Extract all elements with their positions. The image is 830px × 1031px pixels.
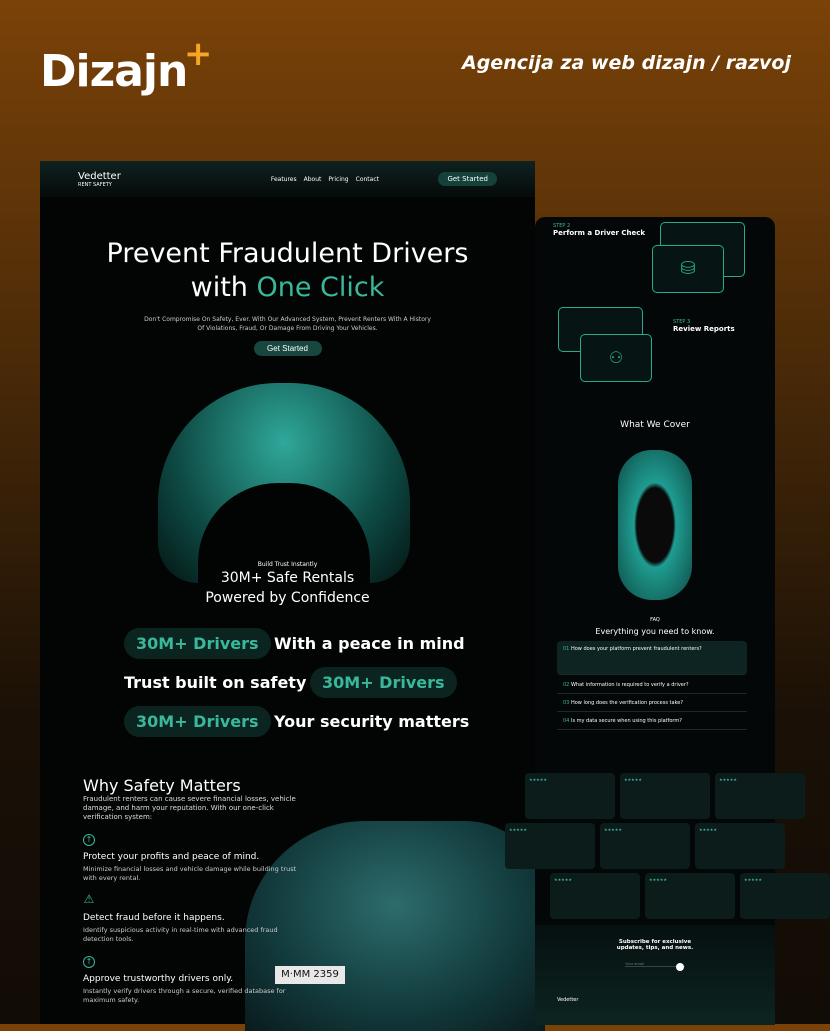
feature-item bbox=[83, 956, 303, 1005]
trust-block bbox=[40, 561, 535, 608]
stat-text: With a peace in mind bbox=[274, 634, 465, 653]
hero-car-image bbox=[158, 383, 410, 583]
send-button[interactable] bbox=[676, 963, 684, 971]
faq-item[interactable] bbox=[557, 713, 747, 730]
nav-features[interactable]: Features bbox=[270, 175, 297, 183]
hero-get-started-button[interactable]: Get Started bbox=[254, 341, 322, 356]
top-view-car-image bbox=[618, 450, 692, 600]
faq-title: Everything you need to know. bbox=[595, 627, 715, 636]
faq-question: Is my data secure when using this platform? bbox=[570, 718, 682, 724]
review-card: ★★★★★ bbox=[645, 873, 735, 919]
review-card: ★★★★★ bbox=[715, 773, 805, 819]
faq-num: 04 bbox=[563, 718, 570, 724]
stat-pill: 30M+ Drivers bbox=[124, 628, 271, 659]
database-icon: ⛁ bbox=[652, 245, 724, 293]
faq-question: How does your platform prevent fraudulent renters? bbox=[570, 646, 702, 652]
what-we-cover-title: What We Cover bbox=[620, 420, 690, 430]
users-report-icon: ⚇ bbox=[580, 334, 652, 382]
site-logo-sub: RENT SAFETY bbox=[78, 181, 112, 188]
trust-line1: 30M+ Safe Rentals bbox=[220, 570, 355, 586]
faq-item[interactable] bbox=[557, 641, 747, 675]
arrow-up-circle-icon: ↑ bbox=[83, 834, 95, 846]
feature-title: Protect your profits and peace of mind. bbox=[83, 852, 260, 862]
review-card: ★★★★★ bbox=[600, 823, 690, 869]
feature-desc: Minimize financial losses and vehicle damage while building trust with every rental. bbox=[83, 865, 297, 882]
why-title: Why Safety Matters bbox=[83, 776, 241, 795]
feature-item bbox=[83, 834, 303, 883]
faq-question: How long does the verification process take? bbox=[570, 700, 684, 706]
arrow-up-circle-icon: ↑ bbox=[83, 956, 95, 968]
step-title: Perform a Driver Check bbox=[553, 229, 646, 237]
hero-title-accent: One Click bbox=[256, 272, 385, 303]
review-card: ★★★★★ bbox=[525, 773, 615, 819]
faq-item[interactable] bbox=[557, 695, 747, 712]
feature-desc: Instantly verify drivers through a secure, verified database for maximum safety. bbox=[83, 987, 286, 1004]
review-card: ★★★★★ bbox=[695, 823, 785, 869]
faq-item[interactable] bbox=[557, 677, 747, 694]
nav-about[interactable]: About bbox=[303, 175, 322, 183]
nav-get-started-button[interactable]: Get Started bbox=[438, 172, 497, 186]
faq-question: What information is required to verify a driver? bbox=[570, 682, 689, 688]
subscribe-title: Subscribe for exclusive updates, tips, and news. bbox=[616, 939, 694, 951]
agency-logo-plus: + bbox=[183, 34, 212, 74]
feature-title: Detect fraud before it happens. bbox=[83, 913, 225, 923]
stat-text: Your security matters bbox=[274, 712, 470, 731]
hero-subtitle: Don't Compromise On Safety, Ever. With Our Advanced System, Prevent Renters With A History Of Violations, Fraud, Or Damage From Driving Your Vehicles. bbox=[144, 316, 431, 332]
step-3 bbox=[673, 319, 735, 333]
review-card: ★★★★★ bbox=[740, 873, 830, 919]
license-plate: M·MM 2359 bbox=[275, 966, 345, 984]
nav-contact[interactable]: Contact bbox=[355, 175, 379, 183]
hero-title-line1: Prevent Fraudulent Drivers bbox=[106, 238, 469, 269]
step-kicker: STEP 2 bbox=[553, 223, 571, 229]
subscribe-section bbox=[535, 925, 775, 1025]
review-card: ★★★★★ bbox=[550, 873, 640, 919]
faq-num: 01 bbox=[563, 646, 570, 652]
stat-pill: 30M+ Drivers bbox=[124, 706, 271, 737]
hero-title bbox=[40, 237, 535, 305]
feature-desc: Identify suspicious activity in real-time with advanced fraud detection tools. bbox=[83, 926, 278, 943]
step-title: Review Reports bbox=[673, 325, 735, 333]
agency-logo bbox=[40, 34, 212, 97]
faq-kicker: FAQ bbox=[650, 617, 660, 623]
trust-line2: Powered by Confidence bbox=[205, 590, 370, 606]
review-card: ★★★★★ bbox=[620, 773, 710, 819]
feature-title: Approve trustworthy drivers only. bbox=[83, 974, 234, 984]
agency-logo-text: Dizajn bbox=[40, 46, 188, 97]
hero-title-line2: with bbox=[190, 272, 257, 303]
faq-num: 03 bbox=[563, 700, 570, 706]
site-logo-name: Vedetter bbox=[78, 170, 121, 182]
step-kicker: STEP 3 bbox=[673, 319, 691, 325]
feature-item bbox=[83, 892, 303, 944]
footer-logo: Vedetter bbox=[557, 997, 579, 1003]
why-desc: Fraudulent renters can cause severe financial losses, vehicle damage, and harm your reputation. With our one-click verification system: bbox=[83, 795, 296, 821]
why-safety-section bbox=[83, 776, 303, 1005]
site-navbar bbox=[40, 161, 535, 197]
stat-pill: 30M+ Drivers bbox=[310, 667, 457, 698]
stat-text: Trust built on safety bbox=[124, 673, 307, 692]
trust-kicker: Build Trust Instantly bbox=[257, 561, 318, 568]
website-mockup-secondary bbox=[509, 217, 775, 1024]
nav-pricing[interactable]: Pricing bbox=[328, 175, 349, 183]
review-card: ★★★★★ bbox=[505, 823, 595, 869]
site-logo[interactable] bbox=[78, 171, 121, 188]
agency-tagline: Agencija za web dizajn / razvoj bbox=[462, 52, 791, 74]
website-mockup-main bbox=[40, 161, 535, 1024]
faq-num: 02 bbox=[563, 682, 570, 688]
step-2 bbox=[553, 223, 645, 237]
warning-triangle-icon: ⚠ bbox=[83, 892, 95, 906]
